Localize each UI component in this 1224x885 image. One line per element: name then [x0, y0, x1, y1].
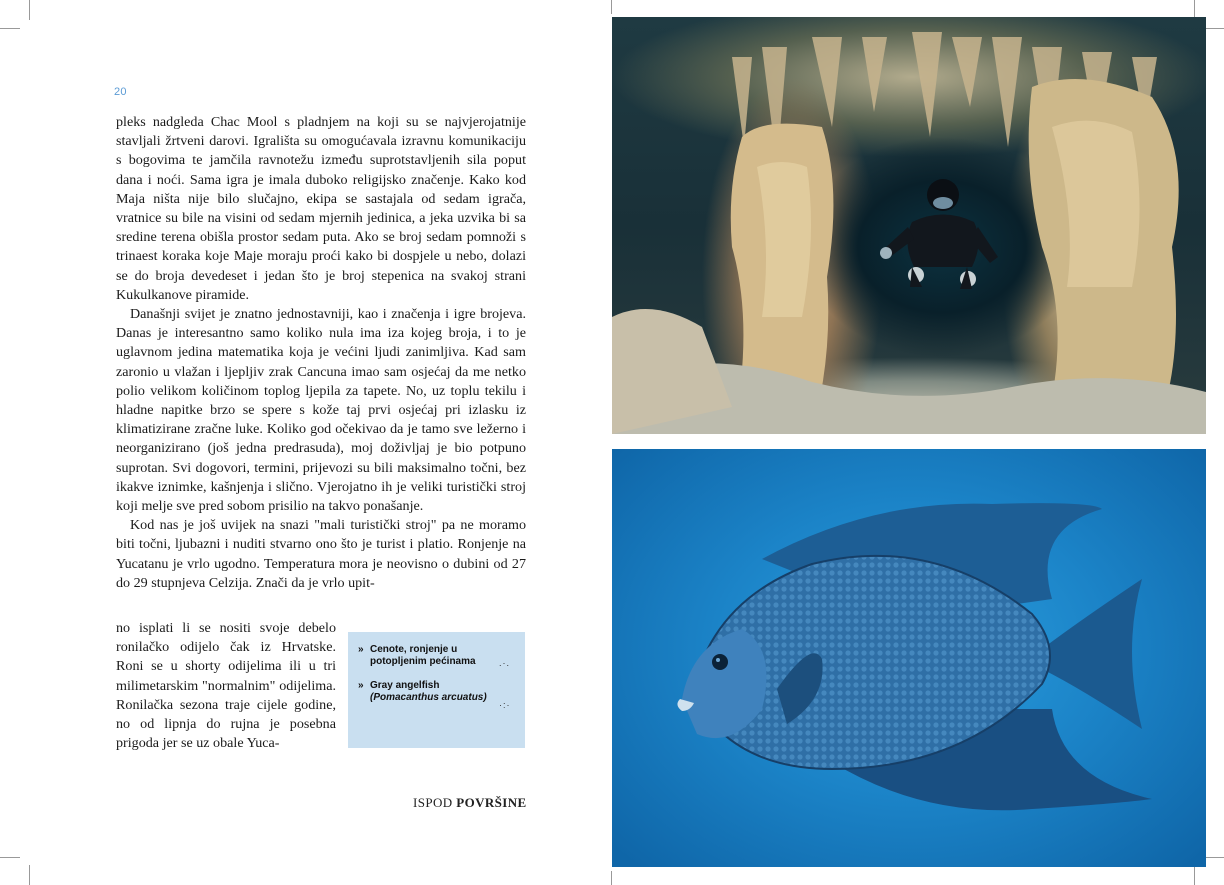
photo-caption-box — [348, 632, 525, 748]
caption-label: Gray angelfish — [370, 680, 440, 691]
crop-mark — [0, 28, 20, 29]
crop-mark — [611, 0, 612, 14]
fish-illustration — [612, 449, 1206, 867]
bullet-icon: » — [358, 644, 364, 655]
crop-mark — [611, 871, 612, 885]
footer-bold: POVRŠINE — [456, 795, 527, 810]
caption-item-cave — [358, 644, 490, 668]
crop-mark — [29, 865, 30, 885]
crop-mark — [1204, 28, 1224, 29]
article-continuation: no isplati li se nositi svoje debelo ronilačko odijelo čak iz Hrvatske. Roni se u shorty odijelima ili u tri milimetarskim "normalnim" odijelima. Ronilačka sezona traje cijele godine, no od lipnja do rujna je posebna prigoda jer se uz obale Yuca- — [116, 620, 336, 752]
paragraph: Kod nas je još uvijek na snazi "mali turistički stroj" pa ne moramo biti točni, ljubazni i nuditi stvarno ono što je turist i platio. Ronjenje na Yucatanu je vrlo ugodno. Temperatura mora je neovisno o dubini od 27 do 29 stupnjeva Celzija. Znači da je vrlo upit- — [116, 517, 526, 591]
caption-latin-name: (Pomacanthus arcuatus) — [370, 692, 487, 703]
footer-light: ISPOD — [413, 795, 453, 810]
photo-locator-icon: ·:· — [499, 700, 511, 710]
paragraph: Današnji svijet je znatno jednostavniji, kao i značenja i igre brojeva. Danas je interesantno samo koliko nula ima iza kojeg broja, i to je uglavnom jedina matematika koja je većini ljudi zanimljiva. Kad sam zaronio u vlažan i ljepljiv zrak Cancuna imao sam osjećaj da me netko polio velikom količinom toplog ljepila za tapete. No, uz toplu tekilu i hladne napitke brzo se spere s kože taj prvi osjećaj pri izlasku iz klimatizirane zračne luke. Koliko god očekivao da je tamo sve ležerno i neorganizirano (još jedna predrasuda), moj doživljaj je bio potpuno suprotan. Svi dogovori, termini, prijevozi su bili maksimalno točni, bez ikakve iznimke, kašnjenja i slično. Vjerojatno ih je veliki turistički stroj koji melje sve pred sobom prisilio na takvo ponašanje. — [116, 306, 526, 515]
section-footer — [413, 795, 527, 811]
paragraph: pleks nadgleda Chac Mool s pladnjem na koji su se najvjerojatnije stavljali žrtveni darovi. Igrališta su omogućavala izravnu komunikaciju s bogovima te jamčila ravnotežu između suprotstavljenih sila poput dana i noći. Sama igra je imala duboko religijsko značenje. Kako kod Maja ništa nije bilo slučajno, ekipa se sastajala od sedam igrača, vratnice su bile na visini od sedam mjernih jedinica, a jeka uzvika bi sa sredine terena obišla prostor sedam puta. Ako se broj sedam pomnoži s trinaest koraka koje Maje moraju proći kako bi dospjele u nebo, dolazi se do broja devedeset i jedan što je broj stepenica na svakoj strani Kukulkanove piramide. — [116, 114, 526, 303]
crop-mark — [1204, 857, 1224, 858]
crop-mark — [0, 857, 20, 858]
crop-mark — [29, 0, 30, 20]
caption-item-fish — [358, 680, 490, 704]
cave-illustration — [612, 17, 1206, 434]
caption-label: Cenote, ronjenje u potopljenim pećinama — [370, 644, 476, 667]
photo-locator-icon: .·. — [499, 658, 510, 668]
page-number: 20 — [114, 86, 127, 98]
crop-mark — [1194, 865, 1195, 885]
article-body — [116, 113, 526, 593]
cave-diver-photo — [612, 17, 1206, 434]
angelfish-photo — [612, 449, 1206, 867]
bullet-icon: » — [358, 680, 364, 691]
